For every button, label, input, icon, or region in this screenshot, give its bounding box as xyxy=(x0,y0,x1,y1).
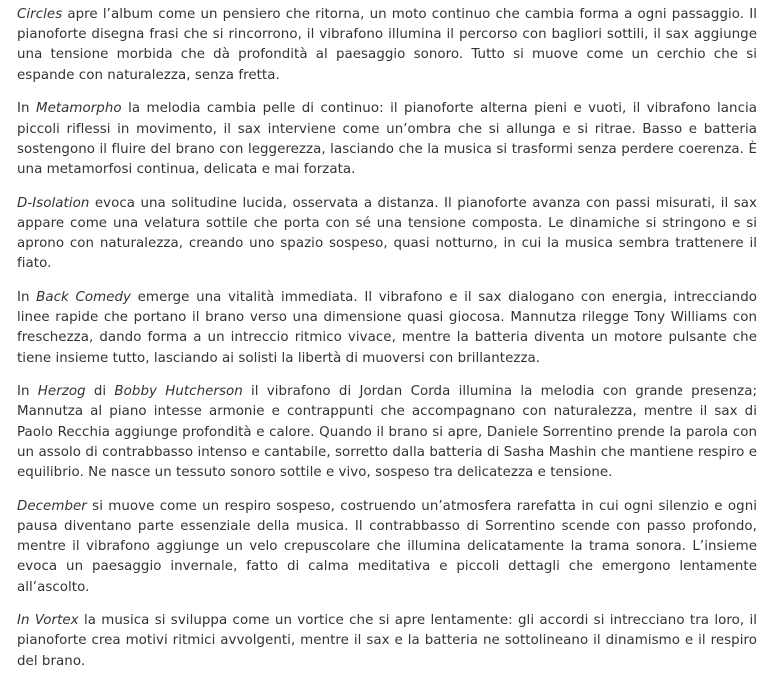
track-title: Back Comedy xyxy=(36,289,132,305)
track-title: Circles xyxy=(17,7,63,22)
paragraph-d-isolation xyxy=(17,194,757,275)
paragraph-metamorpho xyxy=(17,99,757,180)
paragraph-back-comedy xyxy=(17,288,757,369)
paragraph-text: la melodia cambia pelle di continuo: il pianoforte alterna pieni e vuoti, il vibrafono lancia piccoli riflessi in movimento, il sax interviene come un’ombra che si allunga e si ritrae. Basso e batteria sostengono il fluire del brano con leggerezza, lasciando che la musica si trasformi senza perdere coerenza. È una metamorfosi continua, delicata e mai forzata. xyxy=(17,101,758,177)
paragraph-connector: di xyxy=(85,384,115,400)
paragraph-text: emerge una vitalità immediata. Il vibrafono e il sax dialogano con energia, intrecciando linee rapide che portano il brano verso una dimensione quasi giocosa. Mannutza rilegge Tony Williams con freschezza, dando forma a un intreccio ritmico vivace, mentre la batteria diventa un motore pulsante che tiene insieme tutto, lasciando ai solisti la libertà di muoversi con brillantezza. xyxy=(17,289,757,366)
track-title: D-Isolation xyxy=(17,195,90,211)
paragraph-text: si muove come un respiro sospeso, costruendo un’atmosfera rarefatta in cui ogni silenzio e ogni pausa diventano parte essenziale della musica. Il contrabbasso di Sorrentino scende con passo profondo, mentre il vibrafono aggiunge un velo crepuscolare che illumina delicatamente la trama sonora. L’insieme evoca un paesaggio invernale, fatto di calma meditativa e piccoli dettagli che emergono lentamente all’ascolto. xyxy=(17,498,757,595)
composer-name: Bobby Hutcherson xyxy=(114,384,243,400)
paragraph-circles xyxy=(17,5,757,86)
paragraph-december xyxy=(17,497,757,598)
paragraph-text: la musica si sviluppa come un vortice che si apre lentamente: gli accordi si intrecciano tra loro, il pianoforte crea motivi ritmici avvolgenti, mentre il sax e la batteria ne sottolineano il dinamismo e il respiro del brano. xyxy=(17,613,757,669)
track-title: Herzog xyxy=(37,384,86,400)
paragraph-text: apre l’album come un pensiero che ritorna, un moto continuo che cambia forma a ogni passaggio. Il pianoforte disegna frasi che si rincorrono, il vibrafono illumina il percorso con bagliori sottili, il sax aggiunge una tensione morbida che dà profondità al paesaggio sonoro. Tutto si muove come un cerchio che si espande con naturalezza, senza fretta. xyxy=(17,7,757,83)
track-title: In Vortex xyxy=(17,613,79,629)
paragraph-in-vortex xyxy=(17,611,757,672)
paragraph-lead: In xyxy=(17,289,37,305)
track-title: Metamorpho xyxy=(35,101,122,117)
paragraph-text: evoca una solitudine lucida, osservata a distanza. Il pianoforte avanza con passi misurati, il sax appare come una velatura sottile che porta con sé una tensione composta. Le dinamiche si stringono e si aprono con naturalezza, creando uno spazio sospeso, quasi notturno, in cui la musica sembra trattenere il fiato. xyxy=(17,195,757,272)
paragraph-lead: In xyxy=(17,101,36,117)
track-title: December xyxy=(17,498,87,514)
paragraph-text: il vibrafono di Jordan Corda illumina la melodia con grande presenza; Mannutza al piano intesse armonie e contrappunti che accompagnano con naturalezza, mentre il sax di Paolo Recchia aggiunge profondità e calore. Quando il brano si apre, Daniele Sorrentino prende la parola con un assolo di contrabbasso intenso e cantabile, sorretto dalla batteria di Sasha Mashin che mantiene respiro e equilibrio. Ne nasce un tessuto sonoro sottile e vivo, sospeso tra delicatezza e tensione. xyxy=(17,384,758,481)
paragraph-lead: In xyxy=(17,384,38,400)
paragraph-herzog xyxy=(17,382,757,483)
